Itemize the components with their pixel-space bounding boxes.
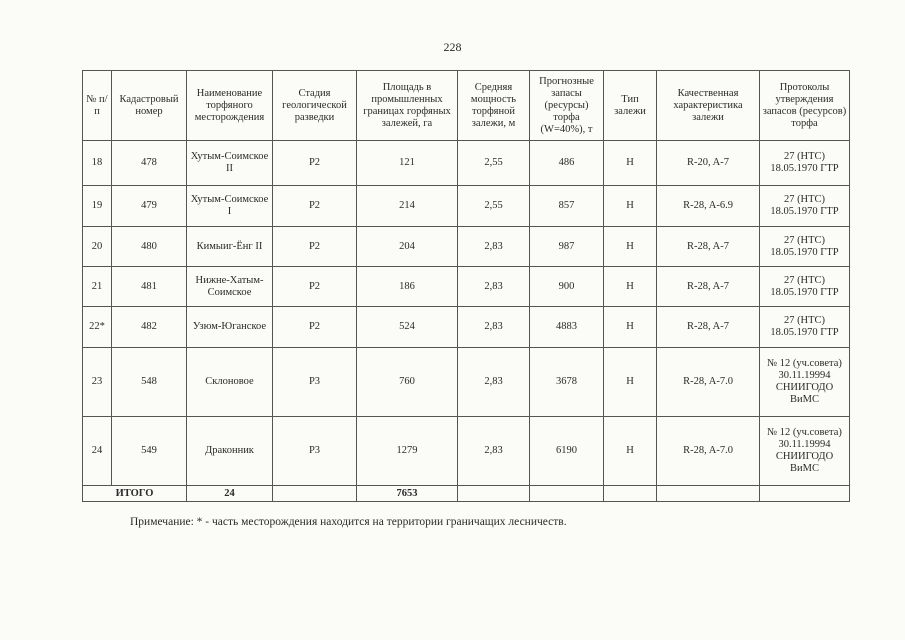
deposit-type-cell: Н: [604, 417, 657, 486]
exploration-stage-cell: P2: [273, 141, 357, 186]
protocol-cell: 27 (НТС) 18.05.1970 ГТР: [760, 186, 850, 227]
row-number-cell: 21: [83, 267, 112, 307]
table-row: [83, 417, 850, 486]
total-empty-cell: [760, 486, 850, 502]
area-cell: 121: [357, 141, 458, 186]
header-cell: Наименование торфяного месторождения: [187, 71, 273, 141]
exploration-stage-cell: P3: [273, 348, 357, 417]
cadastral-number-cell: 480: [112, 227, 187, 267]
deposit-type-cell: Н: [604, 227, 657, 267]
total-empty-cell: [458, 486, 530, 502]
total-label: ИТОГО: [83, 486, 187, 502]
footnote: Примечание: * - часть месторождения находится на территории граничащих лесничеств.: [130, 516, 567, 528]
avg-thickness-cell: 2,83: [458, 267, 530, 307]
total-empty-cell: [657, 486, 760, 502]
quality-cell: R-20, A-7: [657, 141, 760, 186]
total-area: 7653: [357, 486, 458, 502]
quality-cell: R-28, A-7: [657, 307, 760, 348]
avg-thickness-cell: 2,55: [458, 186, 530, 227]
quality-cell: R-28, A-7.0: [657, 348, 760, 417]
row-number-cell: 18: [83, 141, 112, 186]
deposit-name-cell: Хутым-Соимское II: [187, 141, 273, 186]
forecast-reserves-cell: 900: [530, 267, 604, 307]
total-empty-cell: [273, 486, 357, 502]
forecast-reserves-cell: 987: [530, 227, 604, 267]
total-row: [83, 486, 850, 502]
cadastral-number-cell: 478: [112, 141, 187, 186]
deposit-name-cell: Нижне-Хатым-Соимское: [187, 267, 273, 307]
cadastral-number-cell: 479: [112, 186, 187, 227]
table-row: [83, 348, 850, 417]
exploration-stage-cell: P2: [273, 186, 357, 227]
area-cell: 214: [357, 186, 458, 227]
deposit-type-cell: Н: [604, 267, 657, 307]
row-number-cell: 23: [83, 348, 112, 417]
cadastral-number-cell: 482: [112, 307, 187, 348]
deposit-type-cell: Н: [604, 186, 657, 227]
header-cell: Площадь в промышленных границах горфяных залежей, га: [357, 71, 458, 141]
quality-cell: R-28, A-7.0: [657, 417, 760, 486]
forecast-reserves-cell: 4883: [530, 307, 604, 348]
cadastral-number-cell: 549: [112, 417, 187, 486]
table-footer: [83, 486, 850, 502]
table-header: [83, 71, 850, 141]
table-body: [83, 141, 850, 486]
header-cell: Протоколы утверждения запасов (ресурсов) торфа: [760, 71, 850, 141]
table-row: [83, 141, 850, 186]
quality-cell: R-28, A-6.9: [657, 186, 760, 227]
deposit-name-cell: Драконник: [187, 417, 273, 486]
forecast-reserves-cell: 486: [530, 141, 604, 186]
exploration-stage-cell: P2: [273, 307, 357, 348]
exploration-stage-cell: P2: [273, 267, 357, 307]
avg-thickness-cell: 2,83: [458, 417, 530, 486]
exploration-stage-cell: P2: [273, 227, 357, 267]
avg-thickness-cell: 2,55: [458, 141, 530, 186]
area-cell: 204: [357, 227, 458, 267]
header-cell: Тип залежи: [604, 71, 657, 141]
protocol-cell: 27 (НТС) 18.05.1970 ГТР: [760, 307, 850, 348]
header-cell: Прогнозные запасы (ресурсы) торфа (W=40%), т: [530, 71, 604, 141]
exploration-stage-cell: P3: [273, 417, 357, 486]
table-row: [83, 267, 850, 307]
cadastral-number-cell: 548: [112, 348, 187, 417]
deposit-name-cell: Хутым-Соимское I: [187, 186, 273, 227]
quality-cell: R-28, A-7: [657, 267, 760, 307]
protocol-cell: № 12 (уч.совета) 30.11.19994 СНИИГОДО ВиМС: [760, 348, 850, 417]
protocol-cell: 27 (НТС) 18.05.1970 ГТР: [760, 141, 850, 186]
total-count: 24: [187, 486, 273, 502]
forecast-reserves-cell: 3678: [530, 348, 604, 417]
page-number: 228: [443, 40, 462, 54]
header-cell: Средняя мощность торфяной залежи, м: [458, 71, 530, 141]
area-cell: 186: [357, 267, 458, 307]
quality-cell: R-28, A-7: [657, 227, 760, 267]
row-number-cell: 19: [83, 186, 112, 227]
row-number-cell: 20: [83, 227, 112, 267]
total-empty-cell: [604, 486, 657, 502]
forecast-reserves-cell: 6190: [530, 417, 604, 486]
protocol-cell: 27 (НТС) 18.05.1970 ГТР: [760, 227, 850, 267]
protocol-cell: 27 (НТС) 18.05.1970 ГТР: [760, 267, 850, 307]
deposit-name-cell: Склоновое: [187, 348, 273, 417]
header-cell: № п/п: [83, 71, 112, 141]
area-cell: 760: [357, 348, 458, 417]
deposit-type-cell: Н: [604, 348, 657, 417]
area-cell: 524: [357, 307, 458, 348]
peat-deposits-table: [82, 70, 850, 502]
total-empty-cell: [530, 486, 604, 502]
avg-thickness-cell: 2,83: [458, 227, 530, 267]
header-cell: Кадастровый номер: [112, 71, 187, 141]
table-row: [83, 307, 850, 348]
cadastral-number-cell: 481: [112, 267, 187, 307]
row-number-cell: 24: [83, 417, 112, 486]
header-cell: Стадия геологической разведки: [273, 71, 357, 141]
row-number-cell: 22*: [83, 307, 112, 348]
avg-thickness-cell: 2,83: [458, 307, 530, 348]
deposit-name-cell: Узюм-Юганское: [187, 307, 273, 348]
avg-thickness-cell: 2,83: [458, 348, 530, 417]
table-row: [83, 227, 850, 267]
header-cell: Качественная характеристика залежи: [657, 71, 760, 141]
forecast-reserves-cell: 857: [530, 186, 604, 227]
deposit-type-cell: Н: [604, 141, 657, 186]
header-row: [83, 71, 850, 141]
deposit-name-cell: Кимыиг-Ёнг II: [187, 227, 273, 267]
protocol-cell: № 12 (уч.совета) 30.11.19994 СНИИГОДО ВиМС: [760, 417, 850, 486]
table-row: [83, 186, 850, 227]
area-cell: 1279: [357, 417, 458, 486]
deposit-type-cell: Н: [604, 307, 657, 348]
